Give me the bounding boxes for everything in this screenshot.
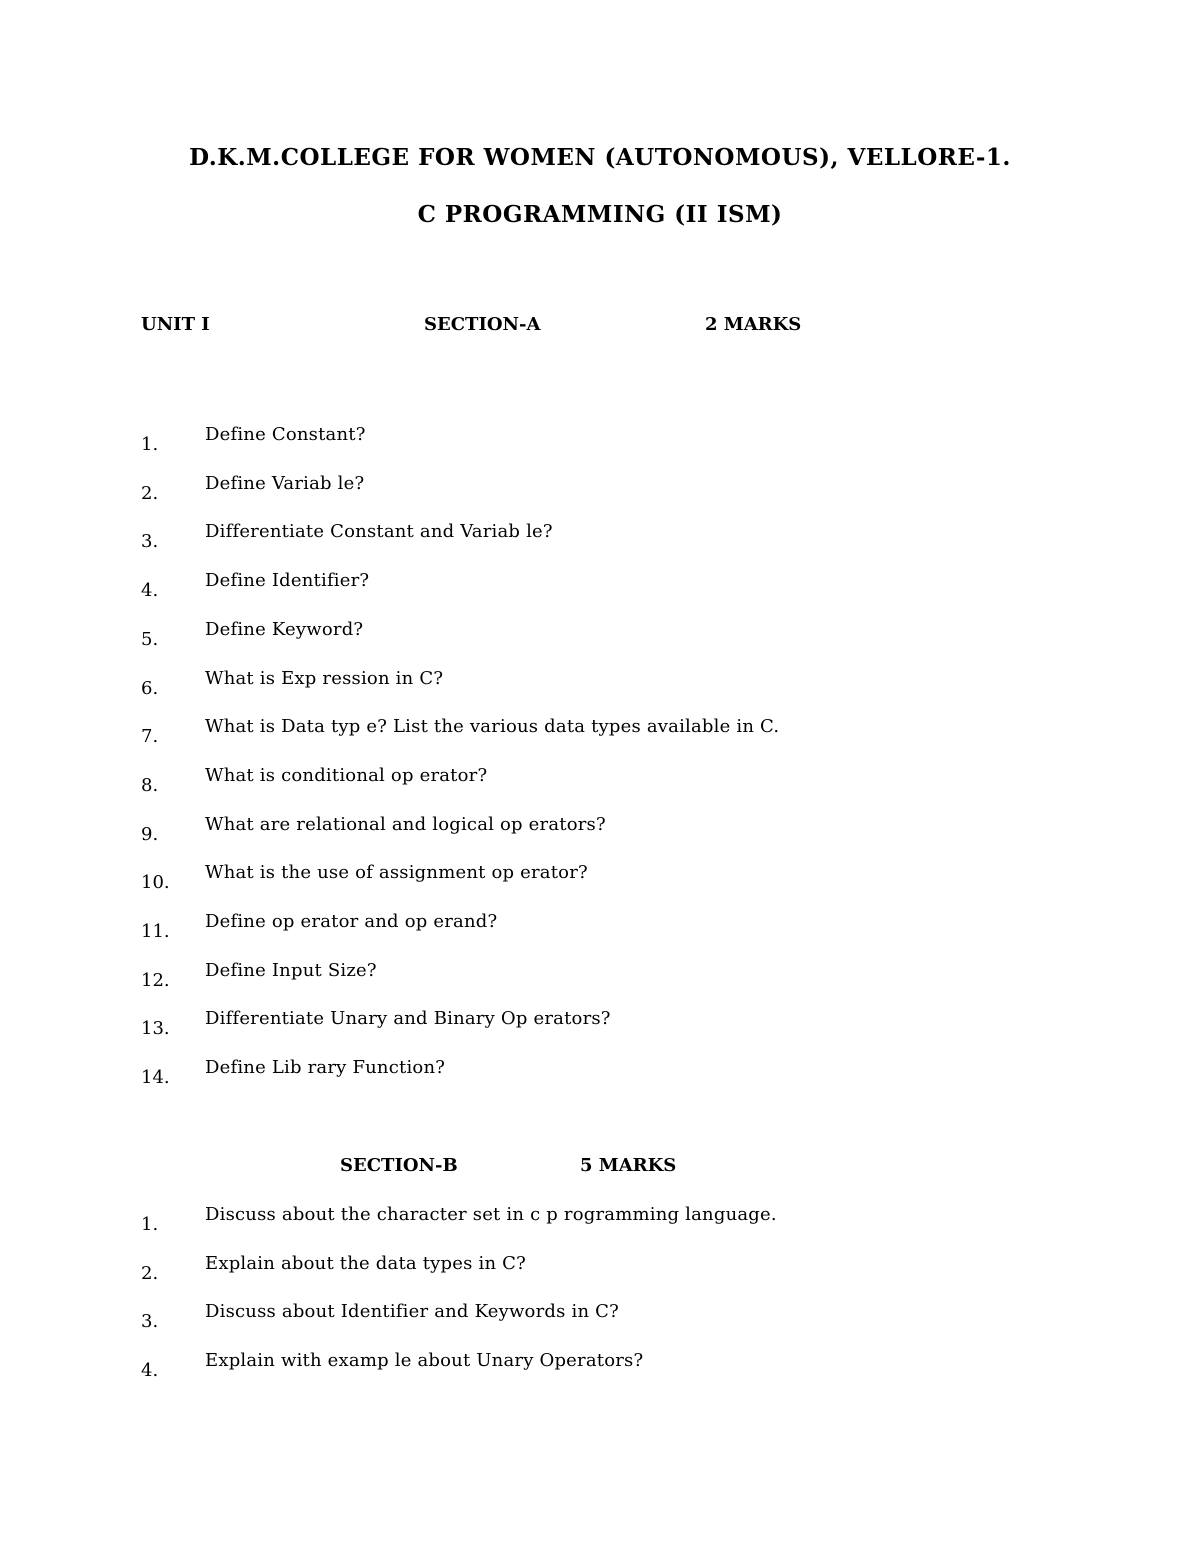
college-title: D.K.M.COLLEGE FOR WOMEN (AUTONOMOUS), VELLORE-1.: [189, 144, 1011, 171]
question-text: Define Input Size?: [205, 959, 377, 981]
question-item: [0, 716, 1200, 764]
question-item: [0, 1008, 1200, 1056]
question-text: Define Lib rary Function?: [205, 1057, 446, 1079]
question-number: 13.: [141, 1018, 170, 1040]
question-item: [0, 862, 1200, 910]
question-number: 4.: [141, 580, 159, 602]
question-text: Explain with examp le about Unary Operators?: [205, 1350, 644, 1372]
question-number: 12.: [141, 969, 170, 991]
question-item: [0, 521, 1200, 569]
question-item: [0, 960, 1200, 1008]
question-number: 3.: [141, 1311, 159, 1333]
question-item: [0, 1350, 1200, 1398]
question-number: 9.: [141, 823, 159, 845]
section-a-marks: 2 MARKS: [705, 314, 802, 335]
question-text: What are relational and logical op erators?: [205, 813, 606, 835]
question-text: Explain about the data types in C?: [205, 1252, 526, 1274]
question-item: [0, 619, 1200, 667]
question-number: 1.: [141, 1214, 159, 1235]
question-number: 8.: [141, 774, 159, 796]
question-item: [0, 473, 1200, 521]
question-item: [0, 1253, 1200, 1301]
question-number: 14.: [141, 1067, 170, 1089]
question-item: [0, 668, 1200, 716]
question-text: Define Identifier?: [205, 570, 370, 592]
question-item: [0, 1301, 1200, 1349]
question-text: Define Variab le?: [205, 472, 365, 494]
question-text: Define Keyword?: [205, 618, 364, 640]
question-item: [0, 765, 1200, 813]
section-b-label: SECTION-B: [340, 1155, 458, 1176]
question-text: Differentiate Unary and Binary Op erators?: [205, 1008, 611, 1030]
question-text: Discuss about the character set in c p rogramming language.: [205, 1204, 777, 1225]
question-text: Define op erator and op erand?: [205, 911, 498, 932]
question-item: [0, 911, 1200, 959]
question-item: [0, 1204, 1200, 1252]
unit-label: UNIT I: [141, 314, 210, 335]
question-text: Define Constant?: [205, 424, 366, 445]
question-text: What is Data typ e? List the various data types available in C.: [205, 716, 780, 738]
question-number: 5.: [141, 628, 159, 650]
question-text: Discuss about Identifier and Keywords in C?: [205, 1301, 619, 1323]
section-a-label: SECTION-A: [424, 314, 541, 335]
question-text: What is Exp ression in C?: [205, 667, 444, 689]
question-number: 10.: [141, 872, 170, 894]
question-number: 6.: [141, 677, 159, 699]
question-text: What is conditional op erator?: [205, 764, 488, 786]
question-number: 2.: [141, 482, 159, 504]
question-text: What is the use of assignment op erator?: [205, 862, 588, 884]
question-item: [0, 570, 1200, 618]
question-number: 7.: [141, 726, 159, 748]
question-number: 4.: [141, 1360, 159, 1382]
question-item: [0, 1057, 1200, 1105]
question-text: Differentiate Constant and Variab le?: [205, 521, 553, 543]
question-number: 3.: [141, 531, 159, 553]
question-number: 11.: [141, 921, 170, 942]
section-b-marks: 5 MARKS: [580, 1155, 677, 1176]
question-number: 2.: [141, 1262, 159, 1284]
question-item: [0, 814, 1200, 862]
question-number: 1.: [141, 434, 159, 455]
question-item: [0, 424, 1200, 472]
course-title: C PROGRAMMING (II ISM): [417, 201, 783, 228]
